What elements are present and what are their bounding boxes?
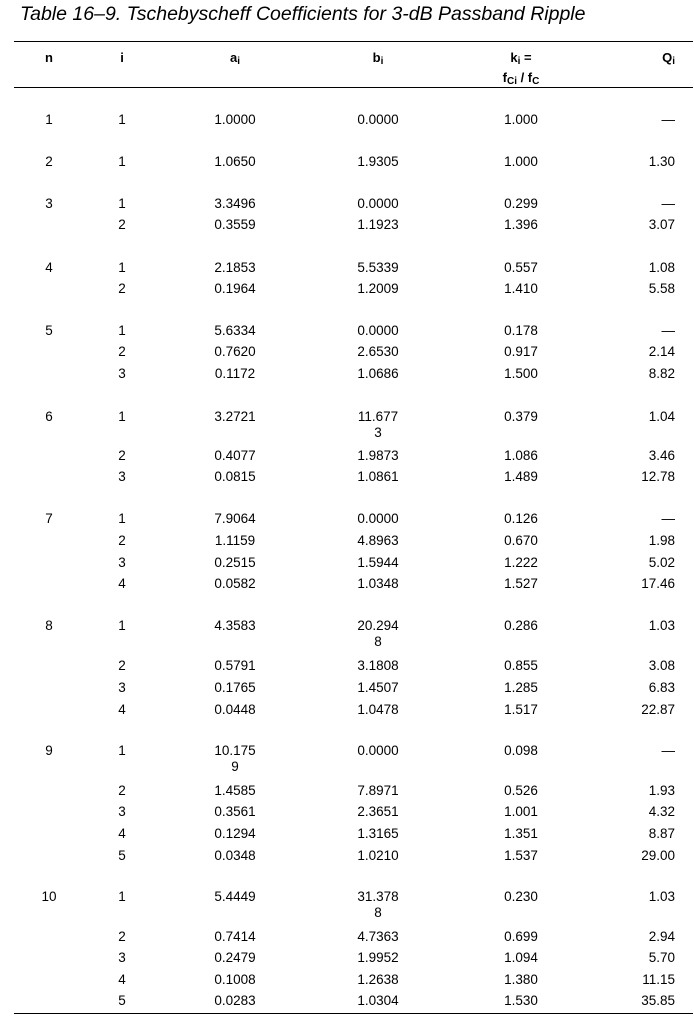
cell-a: 3.2721	[214, 409, 256, 424]
cell-k: 0.286	[504, 618, 538, 633]
cell-b: 31.378 8	[357, 889, 399, 920]
cell-k: 1.410	[504, 281, 538, 296]
cell-n: 3	[45, 196, 53, 211]
cell-a: 5.6334	[214, 323, 256, 338]
cell-k: 1.517	[504, 702, 538, 717]
cell-a: 0.5791	[214, 658, 256, 673]
cell-k: 1.000	[504, 112, 538, 127]
cell-b: 11.677 3	[357, 409, 399, 440]
cell-i: 4	[118, 826, 126, 841]
cell-k: 0.098	[504, 743, 538, 758]
header-i: i	[120, 50, 124, 65]
cell-a: 0.2479	[214, 950, 256, 965]
cell-a: 10.175 9	[214, 743, 256, 774]
cell-b: 0.0000	[357, 112, 399, 127]
cell-a: 0.1964	[214, 281, 256, 296]
cell-k: 0.230	[504, 889, 538, 904]
cell-a: 1.1159	[214, 533, 256, 548]
cell-i: 1	[118, 409, 126, 424]
cell-k: 0.699	[504, 929, 538, 944]
cell-q: 1.08	[648, 260, 675, 275]
cell-q: 11.15	[642, 972, 675, 987]
cell-k: 1.489	[504, 469, 538, 484]
cell-b: 1.9873	[357, 448, 399, 463]
table-bottom-rule	[14, 1013, 693, 1014]
cell-k: 0.126	[504, 511, 538, 526]
cell-q: 17.46	[641, 576, 675, 591]
cell-k: 1.285	[504, 680, 538, 695]
cell-n: 9	[45, 743, 53, 758]
cell-q: 1.93	[648, 783, 675, 798]
cell-b: 2.6530	[357, 344, 399, 359]
cell-i: 1	[118, 889, 126, 904]
cell-b: 0.0000	[357, 196, 399, 211]
cell-q: 5.58	[648, 281, 675, 296]
cell-a: 1.4585	[214, 783, 256, 798]
cell-k: 1.380	[504, 972, 538, 987]
cell-i: 3	[118, 469, 126, 484]
cell-a: 2.1853	[214, 260, 256, 275]
cell-i: 3	[118, 555, 126, 570]
cell-a: 0.0448	[214, 702, 256, 717]
cell-i: 5	[118, 993, 126, 1008]
cell-a: 0.0348	[214, 848, 256, 863]
cell-i: 1	[118, 743, 126, 758]
cell-q: 3.46	[648, 448, 675, 463]
cell-q: 2.14	[648, 344, 675, 359]
cell-k: 1.001	[504, 804, 538, 819]
cell-k: 0.557	[504, 260, 538, 275]
cell-q: 35.85	[641, 993, 675, 1008]
cell-i: 2	[118, 217, 126, 232]
cell-b: 0.0000	[357, 323, 399, 338]
cell-a: 0.2515	[214, 555, 256, 570]
cell-i: 1	[118, 112, 126, 127]
cell-q: —	[661, 323, 675, 338]
cell-k: 1.396	[504, 217, 538, 232]
cell-i: 4	[118, 576, 126, 591]
cell-k: 0.178	[504, 323, 538, 338]
cell-k: 1.094	[504, 950, 538, 965]
cell-q: 3.08	[648, 658, 675, 673]
header-q: $Q_i$	[662, 50, 675, 67]
cell-i: 3	[118, 804, 126, 819]
cell-a: 0.1008	[214, 972, 256, 987]
cell-a: 1.0650	[214, 154, 256, 169]
cell-k: 0.379	[504, 409, 538, 424]
cell-i: 2	[118, 281, 126, 296]
cell-k: 0.917	[504, 344, 538, 359]
cell-b: 1.9305	[357, 154, 399, 169]
cell-i: 2	[118, 344, 126, 359]
cell-i: 1	[118, 618, 126, 633]
cell-q: 1.98	[648, 533, 675, 548]
cell-q: —	[661, 196, 675, 211]
cell-b: 1.0348	[357, 576, 399, 591]
cell-i: 3	[118, 680, 126, 695]
cell-a: 0.4077	[214, 448, 256, 463]
cell-b: 2.3651	[357, 804, 399, 819]
cell-i: 2	[118, 448, 126, 463]
table-top-rule	[14, 41, 693, 42]
cell-b: 1.1923	[357, 217, 399, 232]
cell-k: 1.086	[504, 448, 538, 463]
cell-q: 12.78	[641, 469, 675, 484]
cell-k: 0.670	[504, 533, 538, 548]
cell-a: 0.0815	[214, 469, 256, 484]
cell-i: 2	[118, 783, 126, 798]
cell-q: 2.94	[648, 929, 675, 944]
cell-b: 1.2638	[357, 972, 399, 987]
cell-n: 5	[45, 323, 53, 338]
header-n: n	[45, 50, 53, 65]
cell-b: 4.7363	[357, 929, 399, 944]
cell-q: 1.03	[648, 618, 675, 633]
cell-k: 1.527	[504, 576, 538, 591]
cell-b: 1.3165	[357, 826, 399, 841]
cell-q: 5.70	[648, 950, 675, 965]
cell-i: 4	[118, 702, 126, 717]
cell-a: 0.7414	[214, 929, 256, 944]
cell-n: 7	[45, 511, 53, 526]
cell-i: 1	[118, 196, 126, 211]
cell-q: 1.03	[648, 889, 675, 904]
cell-i: 3	[118, 366, 126, 381]
cell-k: 1.000	[504, 154, 538, 169]
cell-a: 0.7620	[214, 344, 256, 359]
cell-n: 8	[45, 618, 53, 633]
cell-b: 0.0000	[357, 511, 399, 526]
cell-i: 4	[118, 972, 126, 987]
cell-a: 0.3561	[214, 804, 256, 819]
cell-k: 1.222	[504, 555, 538, 570]
cell-n: 2	[45, 154, 53, 169]
cell-q: 1.30	[648, 154, 675, 169]
cell-k: 1.530	[504, 993, 538, 1008]
cell-a: 0.0283	[214, 993, 256, 1008]
cell-q: 6.83	[648, 680, 675, 695]
cell-n: 1	[45, 112, 53, 127]
cell-b: 1.0304	[357, 993, 399, 1008]
cell-q: 1.04	[648, 409, 675, 424]
cell-i: 1	[118, 154, 126, 169]
cell-q: —	[661, 511, 675, 526]
cell-a: 3.3496	[214, 196, 256, 211]
cell-q: 3.07	[648, 217, 675, 232]
cell-k: 0.526	[504, 783, 538, 798]
cell-q: —	[661, 112, 675, 127]
cell-i: 1	[118, 511, 126, 526]
cell-q: 29.00	[641, 848, 675, 863]
cell-i: 2	[118, 533, 126, 548]
cell-q: 5.02	[648, 555, 675, 570]
header-k: $k_i$ = $f_{Ci} / f_C$	[502, 50, 540, 87]
cell-i: 2	[118, 658, 126, 673]
cell-n: 10	[41, 889, 57, 904]
cell-q: 4.32	[648, 804, 675, 819]
cell-q: 8.82	[648, 366, 675, 381]
cell-a: 5.4449	[214, 889, 256, 904]
cell-b: 1.2009	[357, 281, 399, 296]
cell-b: 1.0210	[357, 848, 399, 863]
cell-b: 1.5944	[357, 555, 399, 570]
cell-i: 1	[118, 260, 126, 275]
cell-a: 0.1172	[214, 366, 256, 381]
cell-b: 3.1808	[357, 658, 399, 673]
cell-b: 1.0861	[357, 469, 399, 484]
header-rule	[14, 87, 693, 88]
table-title: Table 16–9. Tschebyscheff Coefficients for 3-dB Passband Ripple	[20, 3, 586, 25]
cell-a: 0.1294	[214, 826, 256, 841]
cell-a: 0.3559	[214, 217, 256, 232]
cell-a: 0.0582	[214, 576, 256, 591]
cell-i: 5	[118, 848, 126, 863]
cell-a: 7.9064	[214, 511, 256, 526]
cell-q: 8.87	[648, 826, 675, 841]
cell-k: 1.500	[504, 366, 538, 381]
cell-q: 22.87	[641, 702, 675, 717]
cell-b: 5.5339	[357, 260, 399, 275]
cell-a: 1.0000	[214, 112, 256, 127]
cell-a: 4.3583	[214, 618, 256, 633]
cell-b: 1.4507	[357, 680, 399, 695]
cell-a: 0.1765	[214, 680, 256, 695]
cell-i: 1	[118, 323, 126, 338]
cell-k: 1.537	[504, 848, 538, 863]
cell-q: —	[661, 743, 675, 758]
cell-n: 4	[45, 260, 53, 275]
cell-k: 1.351	[504, 826, 538, 841]
cell-b: 1.0686	[357, 366, 399, 381]
cell-k: 0.299	[504, 196, 538, 211]
cell-n: 6	[45, 409, 53, 424]
header-b: $b_i$	[372, 50, 384, 67]
cell-i: 2	[118, 929, 126, 944]
cell-b: 1.0478	[357, 702, 399, 717]
cell-b: 4.8963	[357, 533, 399, 548]
cell-k: 0.855	[504, 658, 538, 673]
cell-b: 7.8971	[357, 783, 399, 798]
header-a: $a_i$	[229, 50, 240, 67]
cell-b: 1.9952	[357, 950, 399, 965]
cell-i: 3	[118, 950, 126, 965]
cell-b: 0.0000	[357, 743, 399, 758]
cell-b: 20.294 8	[357, 618, 399, 649]
